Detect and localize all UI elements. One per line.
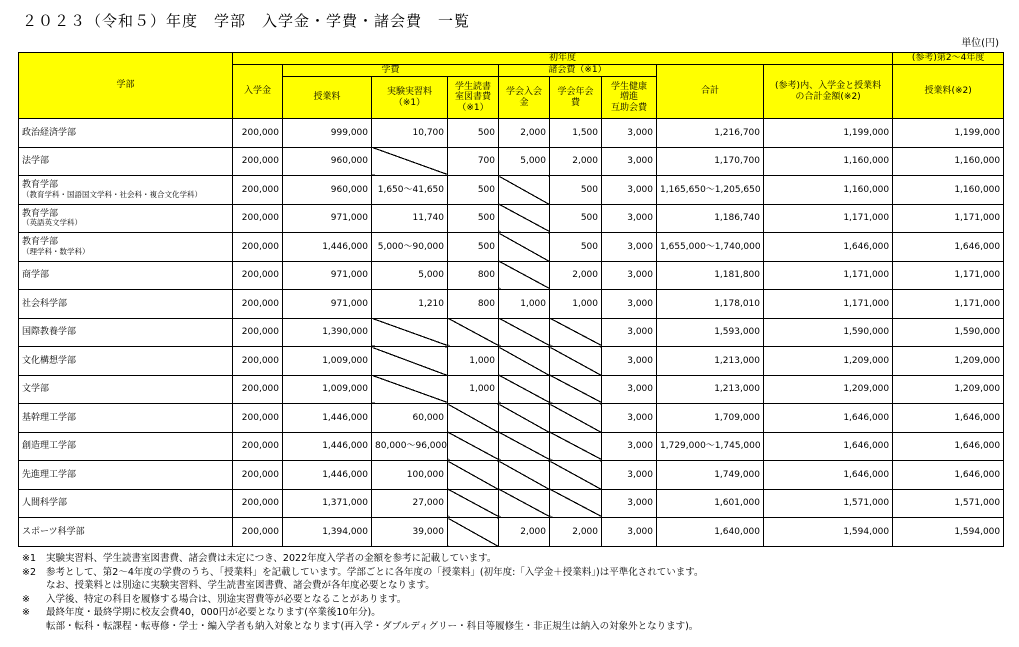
footnote [22,593,1012,607]
cell-assoc-entry [499,204,550,233]
cell-tuition: 999,000 [283,119,372,148]
cell-total: 1,213,000 [657,375,764,404]
cell-health-mutual: 3,000 [602,318,657,347]
cell-lab-fee: 11,740 [372,204,448,233]
cell-lab-fee: 27,000 [372,489,448,518]
cell-assoc-entry [499,233,550,262]
cell-lab-fee: 1,650～41,650 [372,176,448,205]
cell-lab-fee [372,375,448,404]
cell-tuition: 1,371,000 [283,489,372,518]
cell-health-mutual: 3,000 [602,261,657,290]
cell-admission: 200,000 [233,119,283,148]
cell-health-mutual: 3,000 [602,347,657,376]
cell-reading-room: 1,000 [448,347,499,376]
cell-lab-fee [372,147,448,176]
cell-health-mutual: 3,000 [602,461,657,490]
cell-tuition: 1,446,000 [283,432,372,461]
cell-admission: 200,000 [233,290,283,319]
cell-tuition: 1,446,000 [283,404,372,433]
table-row [19,204,1004,233]
header-ref-sum: (参考)内、入学金と授業料 の合計金額(※2) [764,65,893,119]
cell-tuition: 1,394,000 [283,518,372,547]
cell-ref-tuition: 1,590,000 [893,318,1004,347]
cell-faculty [19,347,233,376]
table-row [19,518,1004,547]
cell-assoc-annual [550,432,602,461]
table-row [19,318,1004,347]
header-faculty: 学部 [19,53,233,119]
cell-total: 1,213,000 [657,347,764,376]
faculty-name: 文化構想学部 [22,355,77,366]
cell-admission: 200,000 [233,489,283,518]
footnote [22,620,1012,634]
footnote-text: なお、授業料とは別途に実験実習料、学生読書室図書費、諸会費が各年度必要となります。 [46,580,435,591]
table-row [19,461,1004,490]
cell-tuition: 1,390,000 [283,318,372,347]
cell-lab-fee: 1,210 [372,290,448,319]
cell-health-mutual: 3,000 [602,204,657,233]
cell-tuition: 971,000 [283,261,372,290]
cell-reading-room: 500 [448,233,499,262]
cell-total: 1,655,000～1,740,000 [657,233,764,262]
footnote [22,566,1012,580]
cell-assoc-entry [499,261,550,290]
footnote-mark: ※1 [22,553,37,564]
cell-total: 1,601,000 [657,489,764,518]
cell-faculty [19,318,233,347]
cell-ref-tuition: 1,646,000 [893,461,1004,490]
cell-tuition: 960,000 [283,176,372,205]
footnote-text: 最終年度・最終学期に校友会費40，000円が必要となります(卒業後10年分)。 [46,607,381,618]
cell-tuition: 960,000 [283,147,372,176]
faculty-name: 商学部 [22,270,50,281]
cell-faculty [19,147,233,176]
cell-admission: 200,000 [233,518,283,547]
footnote-text: 参考として、第2～4年度の学費のうち、「授業料」を記載しています。学部ごとに各年度の「授業料」(初年度:「入学金＋授業料」)は平準化されています。 [46,566,704,578]
footnote [22,606,1012,620]
cell-admission: 200,000 [233,461,283,490]
cell-admission: 200,000 [233,404,283,433]
header-reading-room: 学生読書 室図書費 （※1） [448,77,499,119]
cell-lab-fee: 10,700 [372,119,448,148]
cell-faculty [19,432,233,461]
cell-lab-fee: 60,000 [372,404,448,433]
footnote [22,579,1012,593]
table-row [19,233,1004,262]
cell-lab-fee: 5,000 [372,261,448,290]
cell-tuition: 1,446,000 [283,233,372,262]
cell-ref-tuition: 1,594,000 [893,518,1004,547]
cell-ref-tuition: 1,646,000 [893,404,1004,433]
cell-reading-room: 500 [448,119,499,148]
footnote-mark: ※ [22,593,30,605]
cell-admission: 200,000 [233,147,283,176]
cell-assoc-annual [550,461,602,490]
cell-reading-room [448,318,499,347]
footnote-mark: ※ [22,607,30,618]
cell-assoc-entry [499,347,550,376]
cell-total: 1,709,000 [657,404,764,433]
cell-reading-room [448,432,499,461]
cell-tuition: 1,446,000 [283,461,372,490]
cell-assoc-annual: 1,000 [550,290,602,319]
faculty-department: （理学科・数学科） [22,246,90,256]
cell-assoc-annual: 500 [550,176,602,205]
cell-health-mutual: 3,000 [602,176,657,205]
cell-assoc-annual: 500 [550,233,602,262]
cell-admission: 200,000 [233,233,283,262]
cell-reading-room: 1,000 [448,375,499,404]
cell-reading-room [448,489,499,518]
cell-ref-sum: 1,199,000 [764,119,893,148]
cell-reading-room: 500 [448,176,499,205]
cell-assoc-entry [499,176,550,205]
table-row [19,290,1004,319]
footnote-mark [22,620,46,634]
cell-assoc-entry: 5,000 [499,147,550,176]
cell-health-mutual: 3,000 [602,119,657,148]
cell-assoc-entry [499,432,550,461]
faculty-department: （英語英文学科） [22,218,82,228]
faculty-name: 政治経済学部 [22,127,77,138]
cell-ref-sum: 1,171,000 [764,204,893,233]
cell-tuition: 1,009,000 [283,347,372,376]
cell-assoc-annual: 2,000 [550,147,602,176]
cell-reading-room: 500 [448,204,499,233]
cell-admission: 200,000 [233,204,283,233]
table-row [19,375,1004,404]
header-tuition: 授業料 [283,77,372,119]
cell-ref-sum: 1,646,000 [764,404,893,433]
faculty-department: （教育学科・国語国文学科・社会科・複合文化学科） [22,189,202,199]
cell-assoc-entry: 2,000 [499,518,550,547]
cell-ref-sum: 1,571,000 [764,489,893,518]
header-assoc-entry: 学会入会 金 [499,77,550,119]
footnotes [22,552,1012,633]
header-assoc-annual: 学会年会 費 [550,77,602,119]
cell-lab-fee: 39,000 [372,518,448,547]
table-row [19,489,1004,518]
cell-ref-sum: 1,171,000 [764,261,893,290]
faculty-name: 基幹理工学部 [22,412,77,423]
cell-total: 1,593,000 [657,318,764,347]
cell-ref-sum: 1,646,000 [764,432,893,461]
cell-ref-sum: 1,646,000 [764,233,893,262]
faculty-name: 教育学部 [22,208,59,219]
cell-ref-sum: 1,160,000 [764,147,893,176]
cell-reading-room: 800 [448,290,499,319]
cell-reading-room [448,461,499,490]
cell-assoc-annual [550,404,602,433]
cell-ref-sum: 1,171,000 [764,290,893,319]
cell-ref-tuition: 1,171,000 [893,290,1004,319]
cell-total: 1,640,000 [657,518,764,547]
cell-lab-fee: 100,000 [372,461,448,490]
fee-table [18,52,1004,547]
page-title: ２０２３（令和５）年度 学部 入学金・学費・諸会費 一覧 [22,12,471,30]
cell-ref-tuition: 1,571,000 [893,489,1004,518]
cell-lab-fee: 5,000～90,000 [372,233,448,262]
cell-assoc-annual: 2,000 [550,518,602,547]
cell-reading-room: 800 [448,261,499,290]
cell-assoc-annual [550,489,602,518]
cell-total: 1,729,000～1,745,000 [657,432,764,461]
cell-total: 1,216,700 [657,119,764,148]
cell-ref-tuition: 1,209,000 [893,375,1004,404]
cell-lab-fee: 80,000～96,000 [372,432,448,461]
cell-lab-fee [372,347,448,376]
cell-admission: 200,000 [233,176,283,205]
cell-assoc-annual [550,375,602,404]
header-reference-group: (参考)第2～4年度 [893,53,1004,65]
cell-health-mutual: 3,000 [602,375,657,404]
cell-total: 1,749,000 [657,461,764,490]
cell-health-mutual: 3,000 [602,147,657,176]
faculty-name: 法学部 [22,156,50,167]
footnote [22,552,1012,566]
cell-faculty [19,404,233,433]
table-row [19,119,1004,148]
cell-faculty [19,290,233,319]
footnote-text: 入学後、特定の科目を履修する場合は、別途実習費等が必要となることがあります。 [46,593,407,605]
cell-faculty [19,518,233,547]
faculty-name: 教育学部 [22,180,59,191]
table-row [19,176,1004,205]
cell-assoc-entry [499,461,550,490]
cell-faculty [19,204,233,233]
cell-assoc-annual [550,318,602,347]
header-association-group: 諸会費（※1） [499,65,657,77]
faculty-name: 先進理工学部 [22,469,77,480]
faculty-name: 人間科学部 [22,498,68,509]
cell-assoc-entry [499,489,550,518]
cell-faculty [19,375,233,404]
cell-total: 1,170,700 [657,147,764,176]
cell-ref-sum: 1,590,000 [764,318,893,347]
header-tuition-group: 学費 [283,65,499,77]
table-row [19,347,1004,376]
cell-faculty [19,119,233,148]
cell-assoc-entry: 1,000 [499,290,550,319]
faculty-name: 社会科学部 [22,298,68,309]
cell-admission: 200,000 [233,261,283,290]
footnote-text: 転部・転科・転課程・転専修・学士・編入学者も納入対象となります(再入学・ダブルディグリー・科目等履修生・非正規生は納入の対象外となります)。 [46,620,699,632]
cell-reading-room [448,404,499,433]
faculty-name: 文学部 [22,384,50,395]
cell-ref-tuition: 1,646,000 [893,233,1004,262]
cell-ref-sum: 1,209,000 [764,375,893,404]
cell-health-mutual: 3,000 [602,404,657,433]
header-lab-fee: 実験実習料 （※1） [372,77,448,119]
cell-assoc-entry [499,404,550,433]
cell-reading-room: 700 [448,147,499,176]
table-row [19,147,1004,176]
faculty-name: スポーツ科学部 [22,526,85,537]
cell-admission: 200,000 [233,432,283,461]
faculty-name: 創造理工学部 [22,441,77,452]
cell-admission: 200,000 [233,318,283,347]
cell-total: 1,186,740 [657,204,764,233]
table-row [19,432,1004,461]
fee-table-body [19,119,1004,547]
cell-faculty [19,261,233,290]
cell-assoc-annual: 1,500 [550,119,602,148]
cell-ref-tuition: 1,160,000 [893,176,1004,205]
cell-assoc-annual: 500 [550,204,602,233]
header-total: 合計 [657,65,764,119]
cell-ref-sum: 1,160,000 [764,176,893,205]
cell-ref-tuition: 1,160,000 [893,147,1004,176]
cell-faculty [19,461,233,490]
cell-health-mutual: 3,000 [602,518,657,547]
cell-tuition: 971,000 [283,290,372,319]
cell-ref-sum: 1,646,000 [764,461,893,490]
table-row [19,404,1004,433]
cell-tuition: 971,000 [283,204,372,233]
cell-total: 1,165,650～1,205,650 [657,176,764,205]
cell-assoc-annual: 2,000 [550,261,602,290]
unit-label: 単位(円) [961,38,999,49]
cell-ref-tuition: 1,199,000 [893,119,1004,148]
cell-admission: 200,000 [233,347,283,376]
footnote-text: 実験実習料、学生読書室図書費、諸会費は未定につき、2022年度入学者の金額を参考に記載しています。 [46,553,497,564]
cell-ref-tuition: 1,209,000 [893,347,1004,376]
cell-health-mutual: 3,000 [602,233,657,262]
cell-health-mutual: 3,000 [602,290,657,319]
header-admission: 入学金 [233,65,283,119]
footnote-mark: ※2 [22,566,37,578]
cell-assoc-entry: 2,000 [499,119,550,148]
cell-ref-sum: 1,594,000 [764,518,893,547]
cell-lab-fee [372,318,448,347]
table-row [19,261,1004,290]
faculty-name: 教育学部 [22,237,59,248]
faculty-name: 国際教養学部 [22,327,77,338]
cell-health-mutual: 3,000 [602,489,657,518]
cell-admission: 200,000 [233,375,283,404]
cell-ref-tuition: 1,646,000 [893,432,1004,461]
cell-ref-sum: 1,209,000 [764,347,893,376]
cell-reading-room [448,518,499,547]
header-ref-tuition: 授業料(※2) [893,65,1004,119]
cell-faculty [19,489,233,518]
cell-ref-tuition: 1,171,000 [893,204,1004,233]
header-health-mutual: 学生健康 増進 互助会費 [602,77,657,119]
cell-faculty [19,176,233,205]
footnote-mark [22,579,46,593]
cell-total: 1,178,010 [657,290,764,319]
cell-health-mutual: 3,000 [602,432,657,461]
cell-total: 1,181,800 [657,261,764,290]
cell-assoc-entry [499,375,550,404]
header-first-year: 初年度 [233,53,893,65]
cell-assoc-annual [550,347,602,376]
cell-faculty [19,233,233,262]
cell-tuition: 1,009,000 [283,375,372,404]
cell-assoc-entry [499,318,550,347]
cell-ref-tuition: 1,171,000 [893,261,1004,290]
